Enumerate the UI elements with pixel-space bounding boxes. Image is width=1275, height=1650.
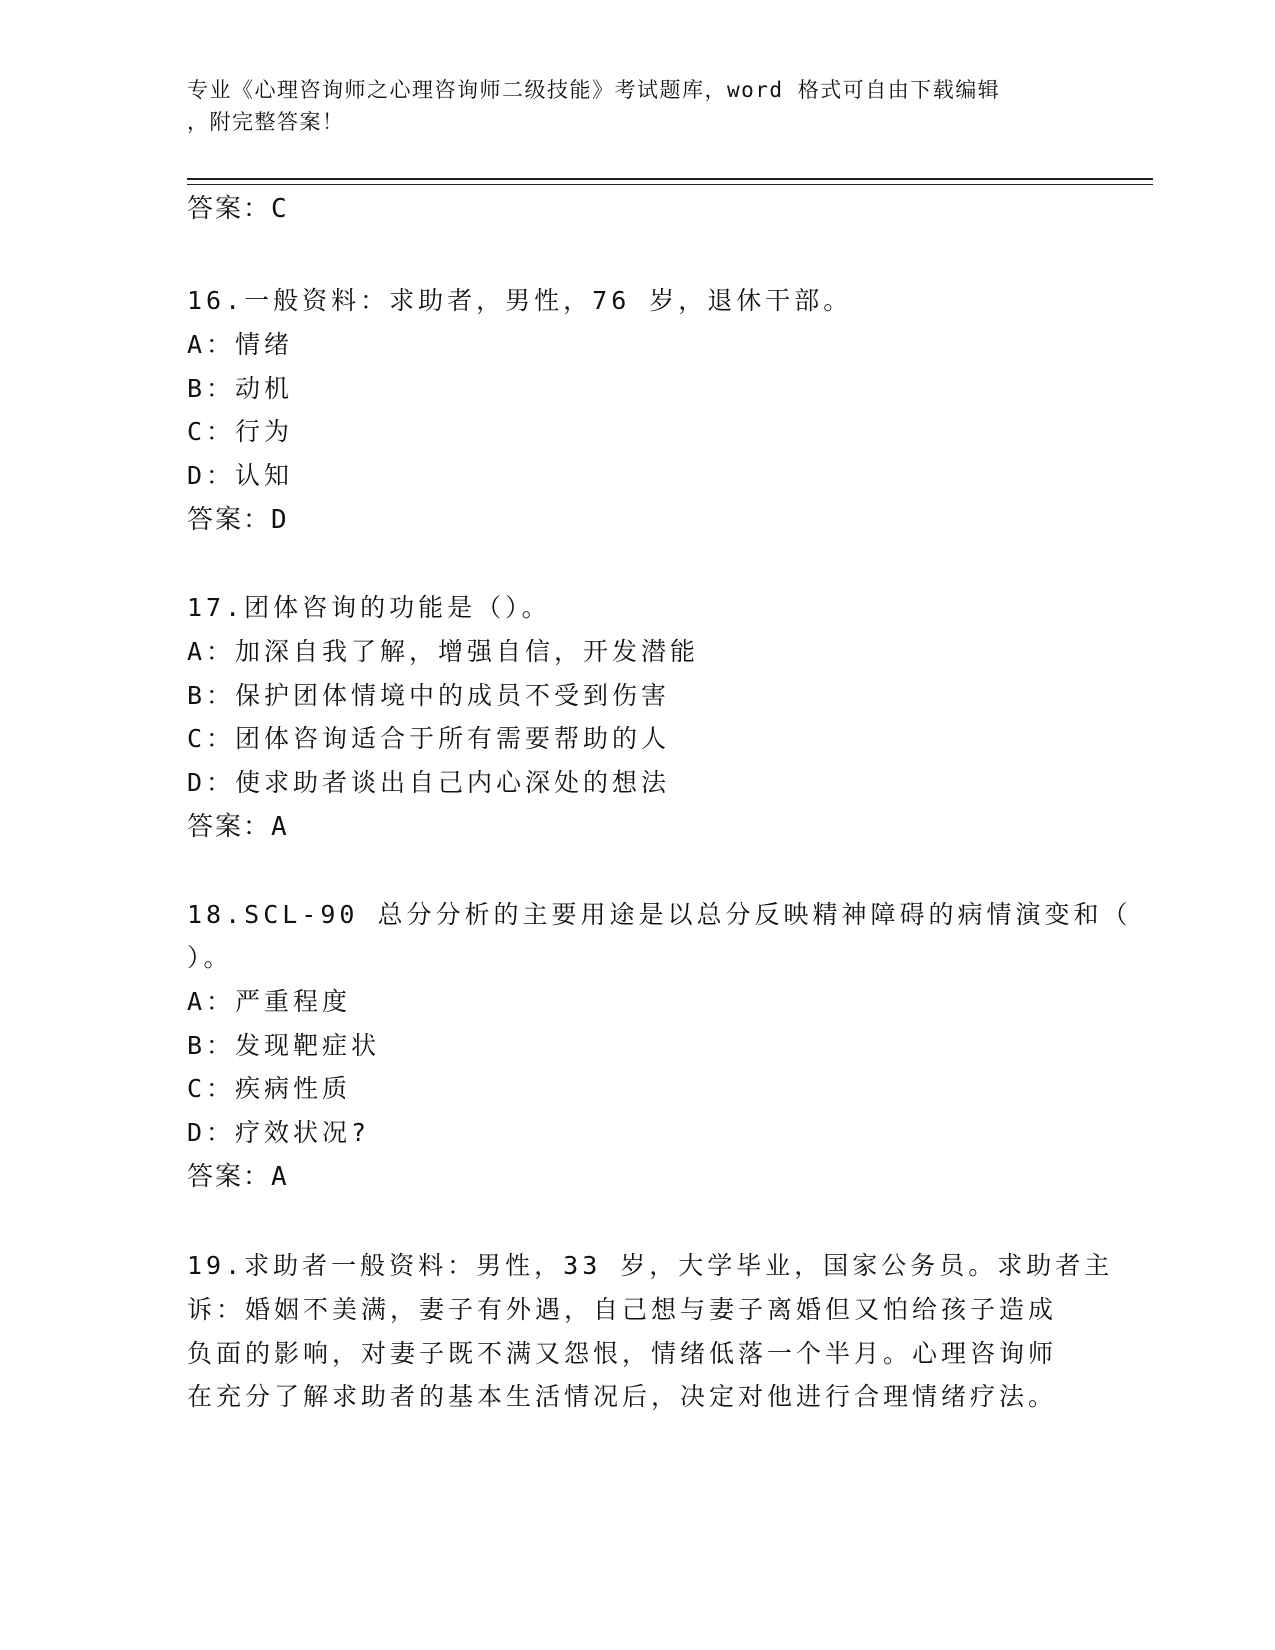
question-17-option-d: D：使求助者谈出自己内心深处的想法 bbox=[187, 768, 671, 797]
header-divider-thin bbox=[187, 184, 1153, 185]
question-16-option-d: D：认知 bbox=[187, 461, 294, 490]
question-19-stem-line-1: 19.求助者一般资料：男性，33 岁，大学毕业，国家公务员。求助者主 bbox=[187, 1251, 1114, 1280]
answer-value: C bbox=[271, 194, 289, 224]
question-16-stem: 16.一般资料：求助者，男性，76 岁，退休干部。 bbox=[187, 286, 853, 315]
question-18-option-c: C：疾病性质 bbox=[187, 1074, 352, 1103]
question-17-option-c: C：团体咨询适合于所有需要帮助的人 bbox=[187, 724, 671, 753]
question-19-stem-line-2: 诉：婚姻不美满，妻子有外遇，自己想与妻子离婚但又怕给孩子造成 bbox=[187, 1295, 1058, 1324]
question-17-option-b: B：保护团体情境中的成员不受到伤害 bbox=[187, 681, 671, 710]
answer-value: D bbox=[271, 505, 289, 535]
question-19-stem-line-3: 负面的影响，对妻子既不满又怨恨，情绪低落一个半月。心理咨询师 bbox=[187, 1339, 1058, 1368]
question-16-answer bbox=[187, 505, 289, 535]
question-18-option-d: D：疗效状况? bbox=[187, 1118, 371, 1147]
header-line-1: 专业《心理咨询师之心理咨询师二级技能》考试题库，word 格式可自由下载编辑 bbox=[187, 78, 1001, 102]
question-19-stem-line-4: 在充分了解求助者的基本生活情况后，决定对他进行合理情绪疗法。 bbox=[187, 1382, 1058, 1411]
question-18-stem-line-2: ）。 bbox=[187, 943, 233, 972]
answer-label: 答案： bbox=[187, 1162, 272, 1192]
question-18-option-a: A：严重程度 bbox=[187, 987, 352, 1016]
answer-line bbox=[187, 194, 289, 224]
header-divider-thick bbox=[187, 178, 1153, 180]
question-17-stem: 17.团体咨询的功能是（）。 bbox=[187, 593, 551, 622]
answer-value: A bbox=[271, 812, 289, 842]
question-18-option-b: B：发现靶症状 bbox=[187, 1031, 381, 1060]
answer-label: 答案： bbox=[187, 194, 272, 224]
question-18-answer bbox=[187, 1162, 289, 1192]
answer-value: A bbox=[271, 1162, 289, 1192]
question-18-stem-line-1: 18.SCL-90 总分分析的主要用途是以总分反映精神障碍的病情演变和（ bbox=[187, 900, 1132, 929]
question-17-answer bbox=[187, 812, 289, 842]
header-line-2: ，附完整答案！ bbox=[187, 110, 345, 134]
question-16-option-b: B：动机 bbox=[187, 374, 294, 403]
question-16-option-c: C：行为 bbox=[187, 417, 294, 446]
answer-label: 答案： bbox=[187, 812, 272, 842]
document-header bbox=[187, 74, 1107, 138]
question-17-option-a: A：加深自我了解，增强自信，开发潜能 bbox=[187, 637, 700, 666]
question-16-option-a: A：情绪 bbox=[187, 330, 294, 359]
answer-label: 答案： bbox=[187, 505, 272, 535]
